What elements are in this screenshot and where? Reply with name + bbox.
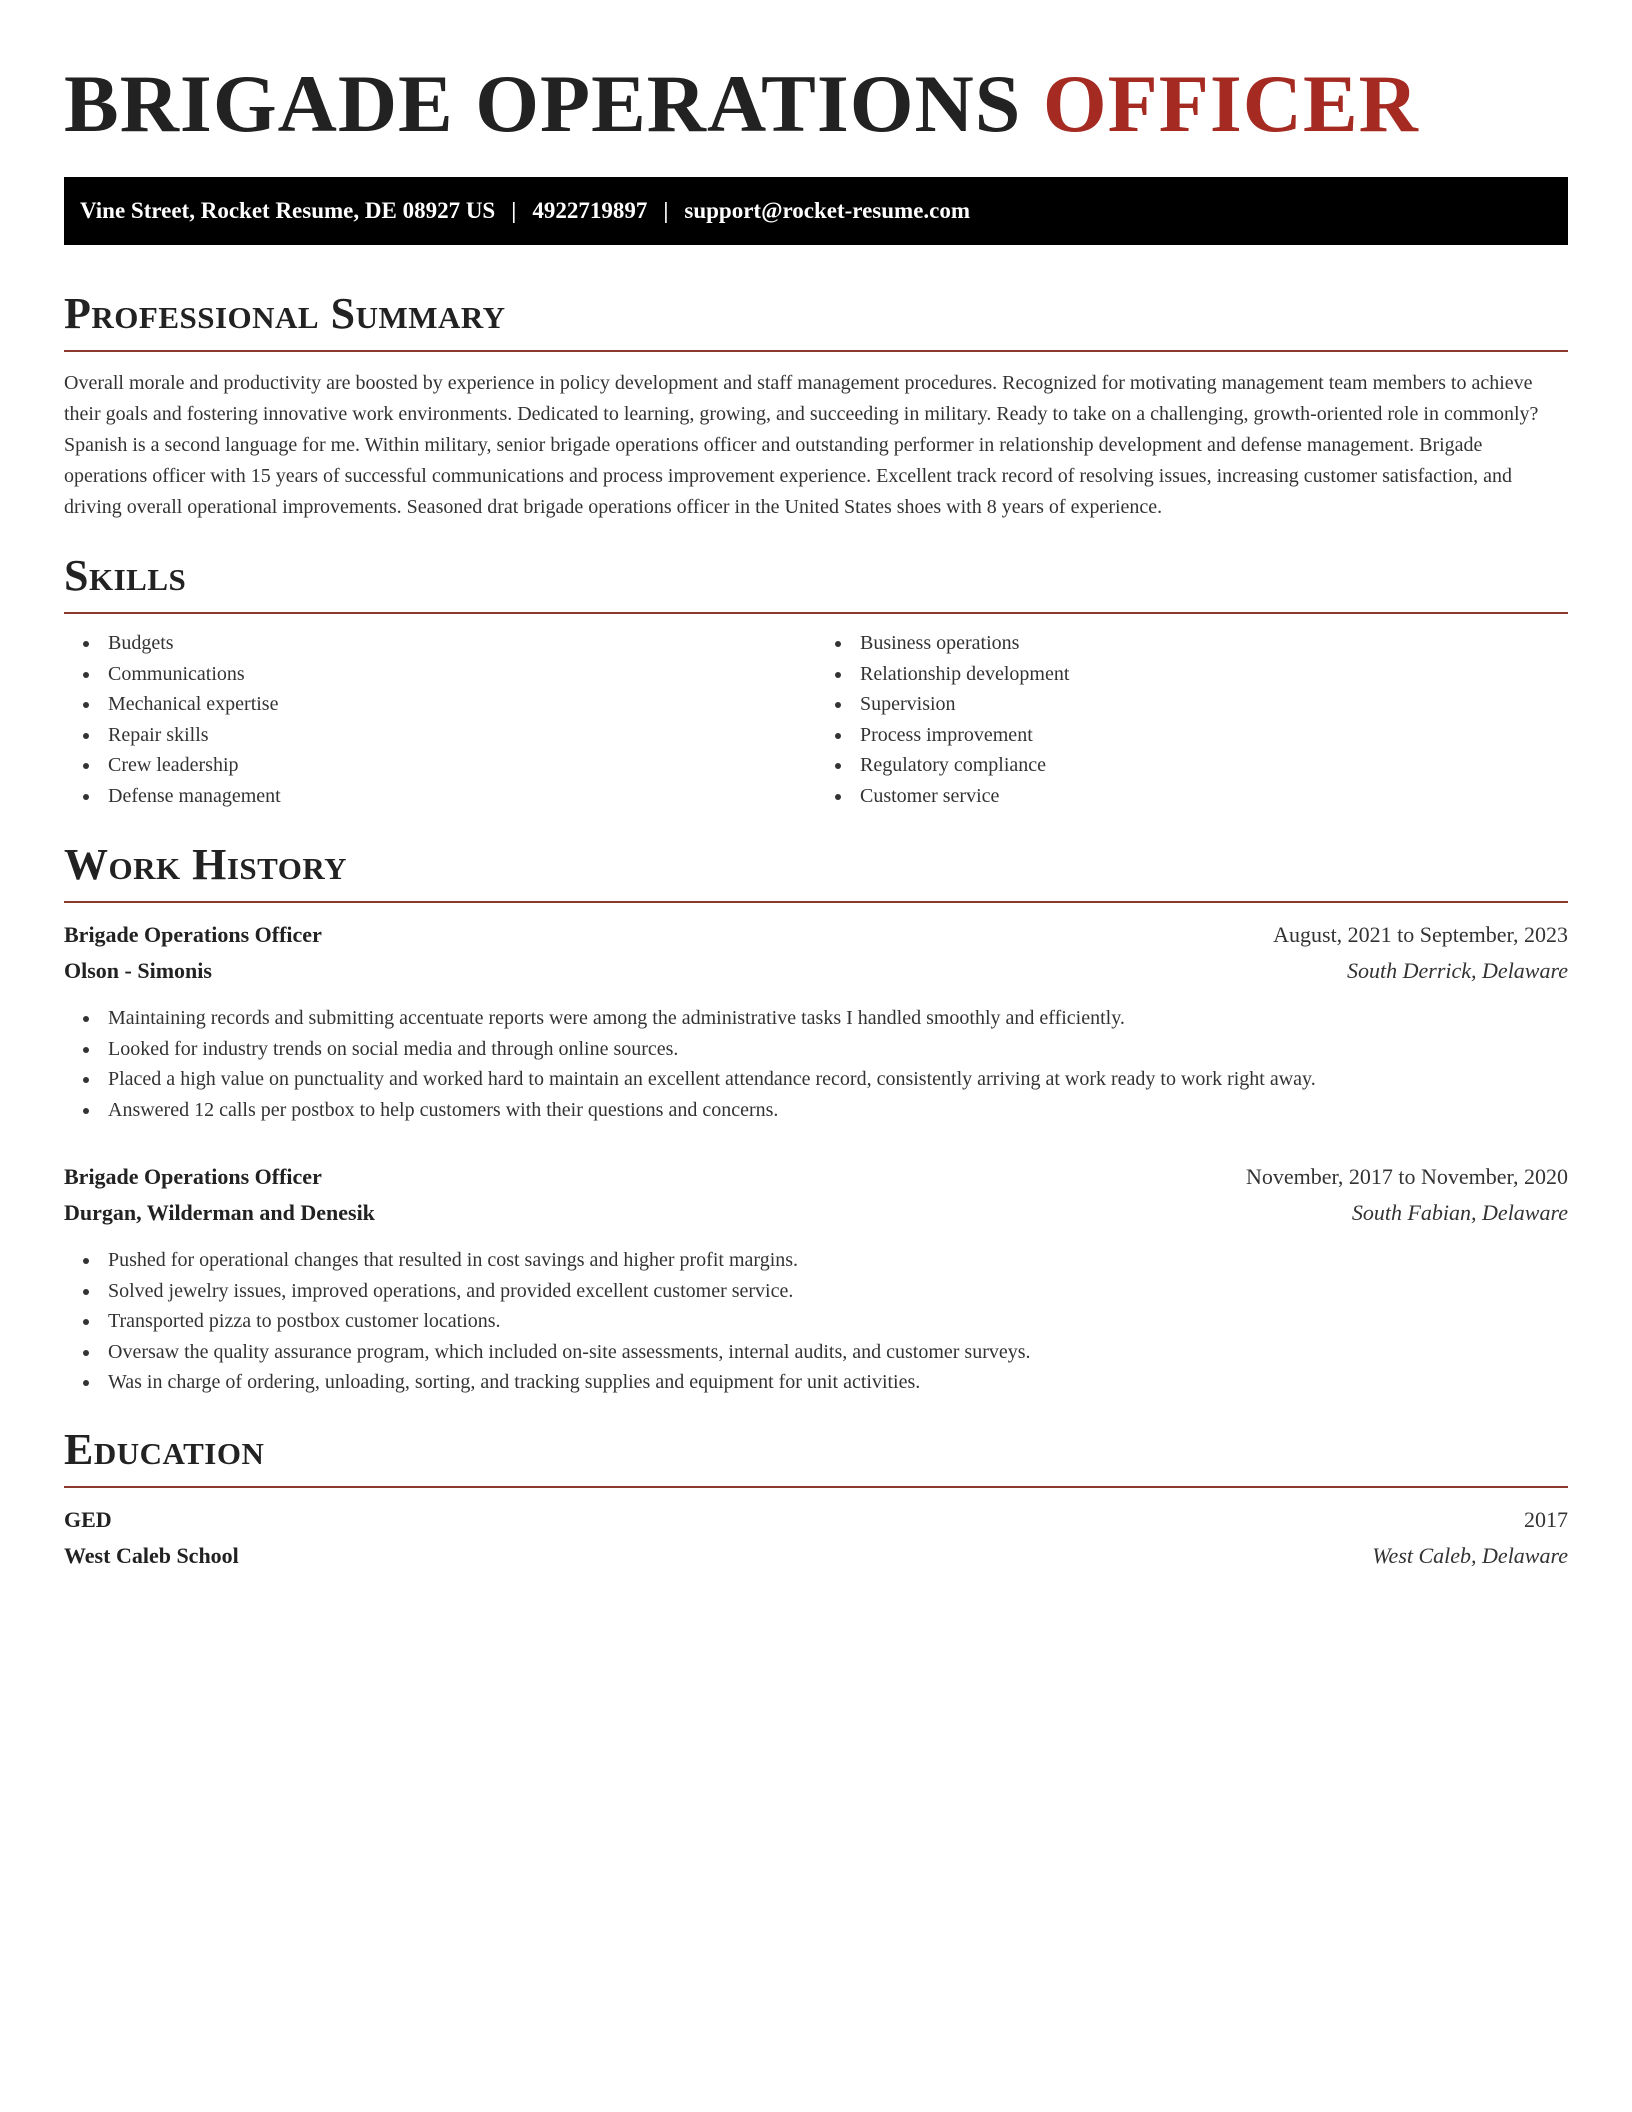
job-bullet: Answered 12 calls per postbox to help customers with their questions and concerns. — [108, 1095, 1568, 1126]
skill-item: Supervision — [860, 689, 1568, 720]
job-location: South Fabian, Delaware — [1351, 1200, 1568, 1225]
job-company-row — [64, 1195, 1568, 1231]
job-header-row — [64, 1159, 1568, 1195]
education-location: West Caleb, Delaware — [1372, 1542, 1568, 1568]
education-school: West Caleb School — [64, 1542, 239, 1568]
skill-item: Crew leadership — [108, 750, 816, 781]
skill-item: Mechanical expertise — [108, 689, 816, 720]
section-divider — [64, 901, 1568, 903]
skill-item: Customer service — [860, 781, 1568, 812]
skill-item: Repair skills — [108, 720, 816, 751]
summary-text: Overall morale and productivity are boosted by experience in policy development and staff management procedures. Recognized for motivating management team members to achieve their goals and fostering innovative work environments. Dedicated to learning, growing, and succeeding in military. Ready to take on a challenging, growth-oriented role in commonly? Spanish is a second language for me. Within military, senior brigade operations officer and outstanding performer in relationship development and defense management. Brigade operations officer with 15 years of successful communications and process improvement experience. Excellent track record of resolving issues, increasing customer satisfaction, and driving overall operational improvements. Seasoned drat brigade operations officer in the United States shoes with 8 years of experience. — [64, 372, 1539, 518]
contact-separator: | — [511, 198, 517, 223]
skill-item: Defense management — [108, 781, 816, 812]
section-divider — [64, 350, 1568, 352]
job-company-row — [64, 953, 1568, 989]
job-bullet: Solved jewelry issues, improved operations, and provided excellent customer service. — [108, 1276, 1568, 1307]
resume-title — [64, 56, 1568, 152]
contact-address: Vine Street, Rocket Resume, DE 08927 US — [80, 198, 496, 223]
job-title: Brigade Operations Officer — [64, 922, 322, 947]
contact-separator: | — [663, 198, 669, 223]
job-bullets — [64, 1003, 1568, 1125]
contact-email: support@rocket-resume.com — [684, 198, 971, 223]
job-bullets — [64, 1245, 1568, 1398]
job-header-row — [64, 917, 1568, 953]
skills-heading: Skills — [64, 551, 187, 600]
education-degree: GED — [64, 1506, 112, 1532]
summary-heading: Professional Summary — [64, 289, 506, 338]
education-school-row — [64, 1538, 1568, 1574]
skill-item: Relationship development — [860, 659, 1568, 690]
job-title: Brigade Operations Officer — [64, 1164, 322, 1189]
job-entry — [64, 917, 1568, 1125]
job-bullet: Looked for industry trends on social media and through online sources. — [108, 1034, 1568, 1065]
job-dates: August, 2021 to September, 2023 — [1273, 922, 1568, 947]
education-degree-row — [64, 1502, 1568, 1538]
skills-list-left — [64, 628, 816, 811]
skill-item: Communications — [108, 659, 816, 690]
job-bullet: Oversaw the quality assurance program, which included on-site assessments, internal audits, and customer surveys. — [108, 1337, 1568, 1368]
job-bullet: Was in charge of ordering, unloading, sorting, and tracking supplies and equipment for unit activities. — [108, 1367, 1568, 1398]
section-divider — [64, 612, 1568, 614]
contact-bar — [64, 177, 1568, 245]
job-entry — [64, 1159, 1568, 1398]
skill-item: Process improvement — [860, 720, 1568, 751]
work-history-heading: Work History — [64, 840, 348, 889]
job-bullet: Placed a high value on punctuality and worked hard to maintain an excellent attendance record, consistently arriving at work ready to work right away. — [108, 1064, 1568, 1095]
work-history-section — [64, 839, 1568, 1398]
job-company: Olson - Simonis — [64, 958, 212, 983]
education-heading: Education — [64, 1424, 265, 1474]
skill-item: Business operations — [860, 628, 1568, 659]
job-company: Durgan, Wilderman and Denesik — [64, 1200, 375, 1225]
skill-item: Regulatory compliance — [860, 750, 1568, 781]
skills-list-right — [816, 628, 1568, 811]
skill-item: Budgets — [108, 628, 816, 659]
job-dates: November, 2017 to November, 2020 — [1245, 1164, 1568, 1189]
contact-phone: 4922719897 — [532, 198, 648, 223]
job-bullet: Transported pizza to postbox customer locations. — [108, 1306, 1568, 1337]
education-section — [64, 1424, 1568, 1574]
job-bullet: Pushed for operational changes that resulted in cost savings and higher profit margins. — [108, 1245, 1568, 1276]
section-divider — [64, 1486, 1568, 1488]
skills-section — [64, 550, 1568, 811]
title-accent: OFFICER — [1042, 58, 1419, 149]
education-year: 2017 — [1524, 1506, 1568, 1532]
summary-section — [64, 288, 1568, 523]
title-main: BRIGADE OPERATIONS — [64, 58, 1022, 149]
job-bullet: Maintaining records and submitting accentuate reports were among the administrative tasks I handled smoothly and efficiently. — [108, 1003, 1568, 1034]
education-entry — [64, 1502, 1568, 1574]
skills-columns — [64, 628, 1568, 811]
job-location: South Derrick, Delaware — [1347, 958, 1568, 983]
